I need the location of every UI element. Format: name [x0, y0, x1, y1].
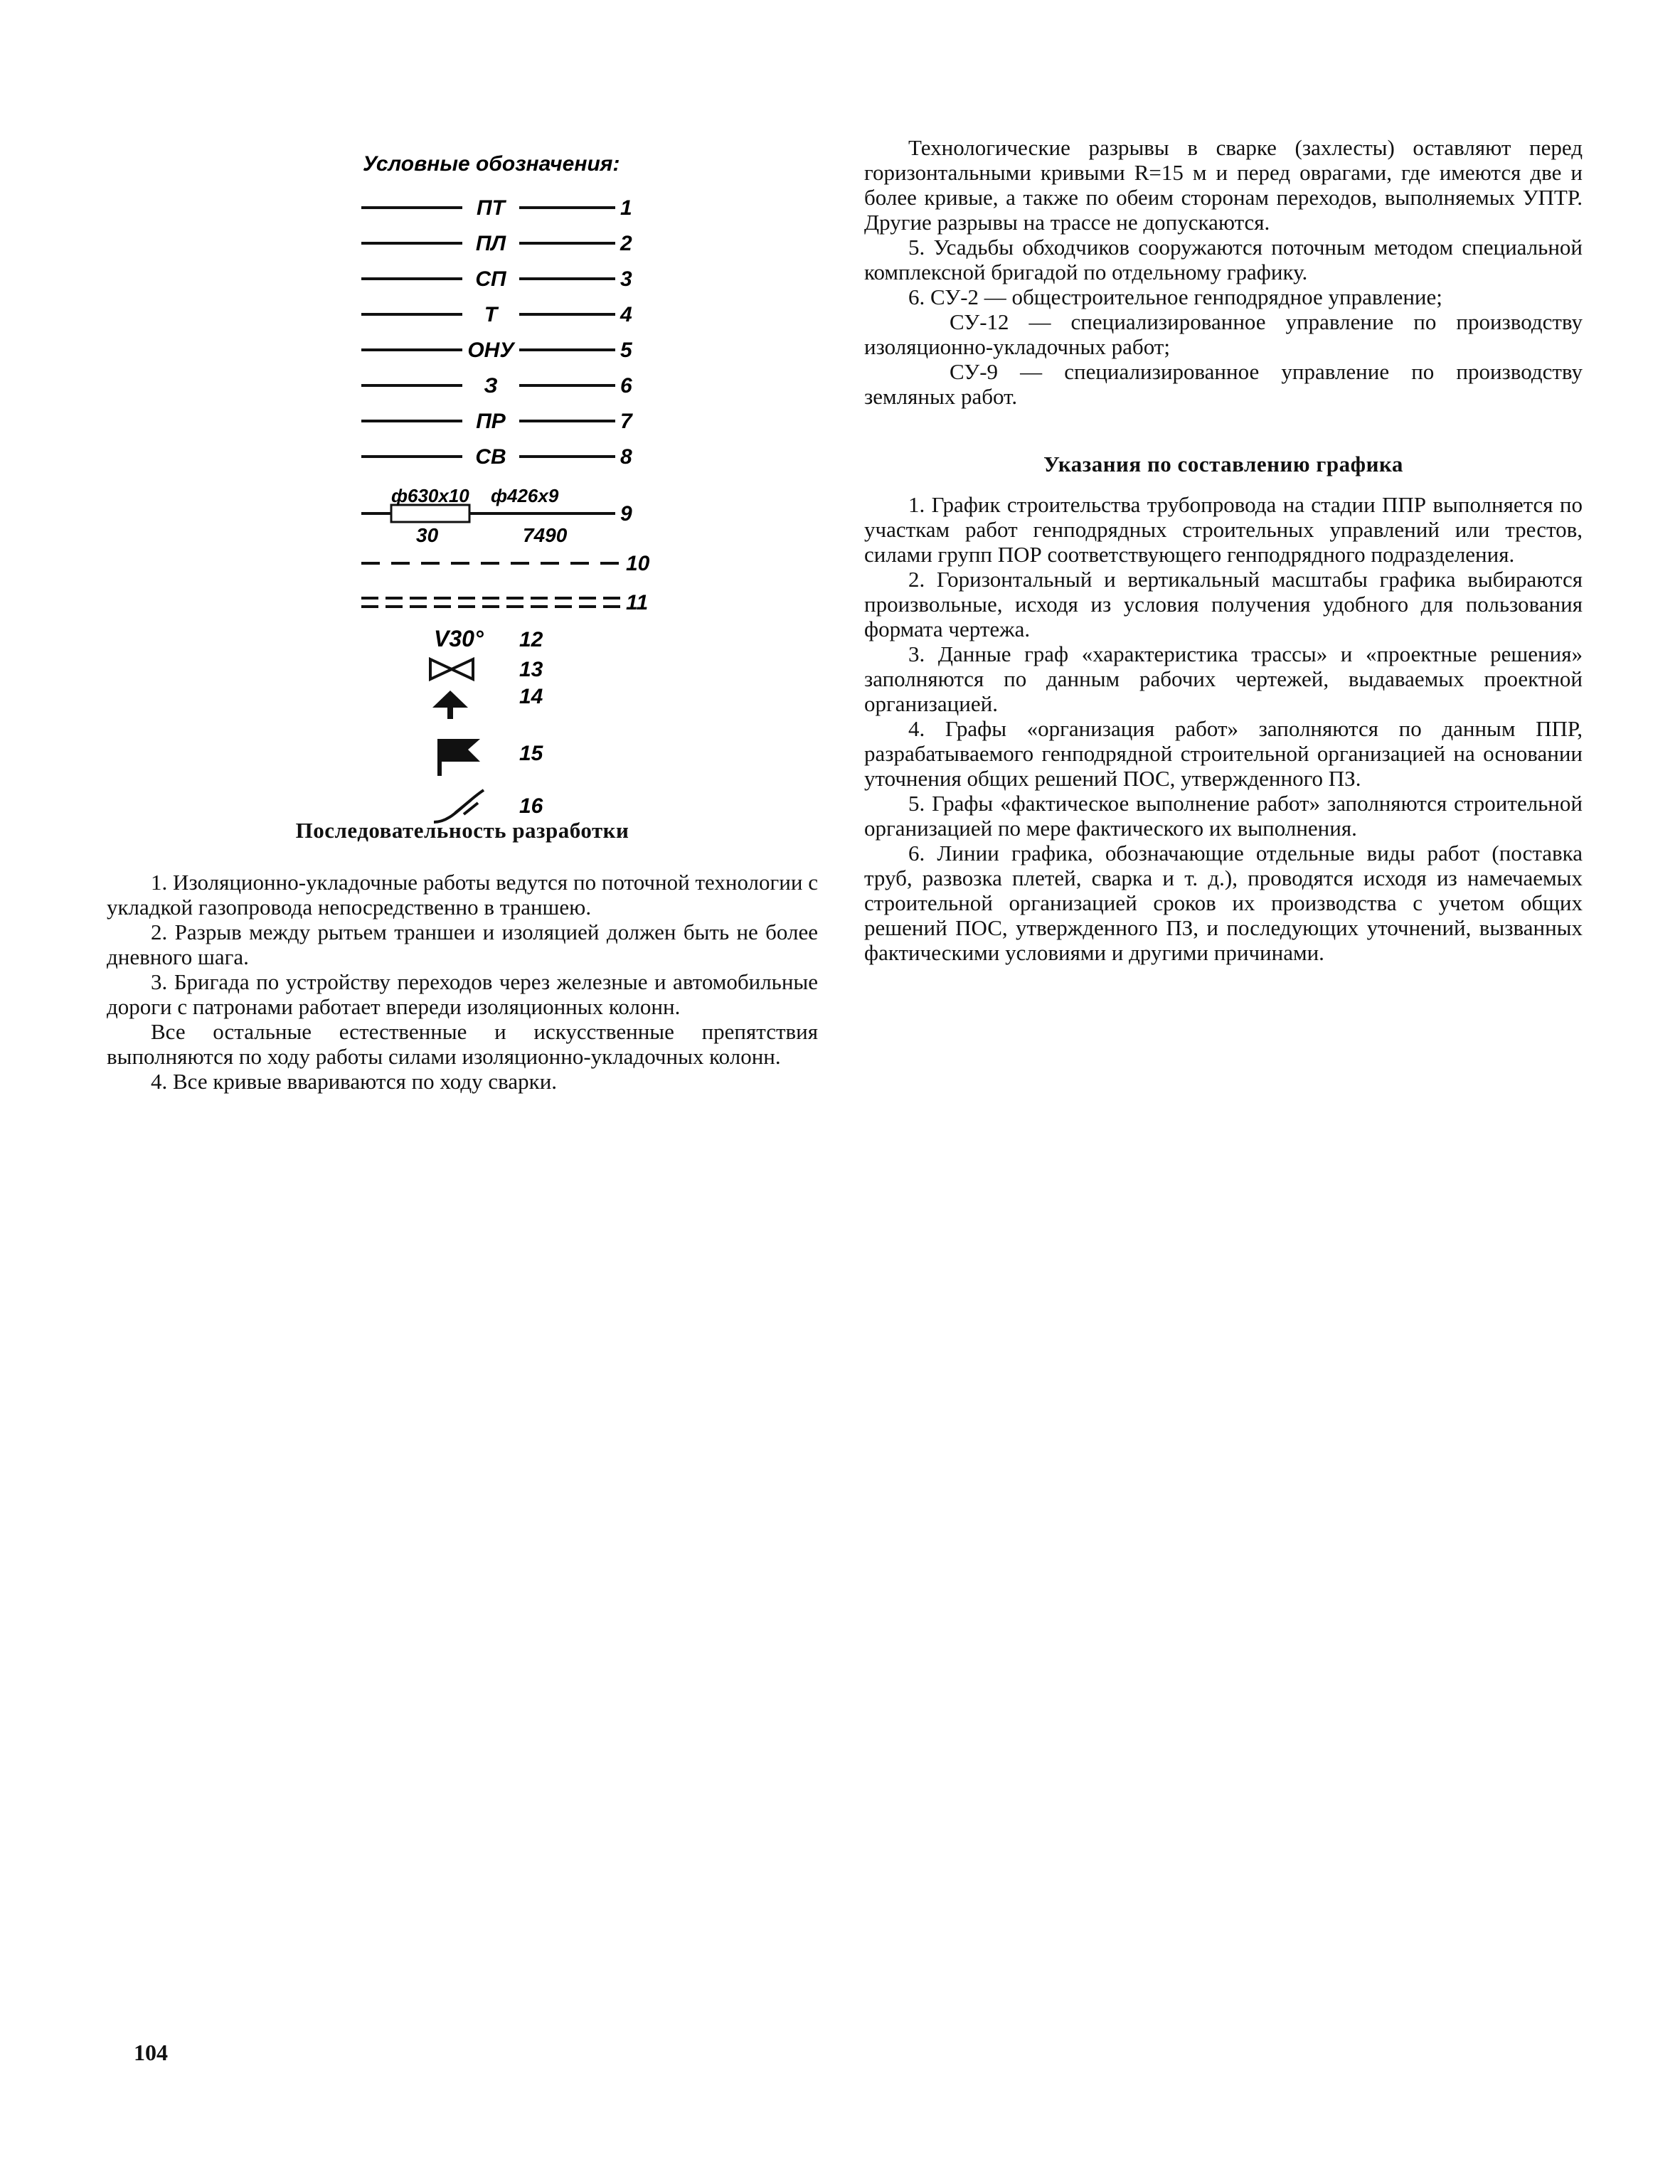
legend-number-label: 13: [519, 658, 543, 681]
legend-pipe-right-label: ф426х9: [491, 485, 559, 506]
legend-angle-label: V30°: [434, 626, 484, 651]
right-section-heading: Указания по составлению графика: [1043, 452, 1403, 476]
right-instruction-1: 1. График строительства трубопровода на стадии ППР выполняется по участкам работ генподрядных строительных управлений или трестов, силами групп ПОР соответствующего генподрядного подразделения.: [864, 492, 1583, 567]
legend-number-label: 3: [620, 267, 632, 291]
legend-number-label: 16: [519, 794, 543, 818]
legend-code-label: ПТ: [477, 196, 505, 220]
legend-number-label: 4: [620, 303, 632, 326]
legend-number-label: 15: [519, 742, 543, 765]
right-paragraph-su12: СУ-12 — специализированное управление по производству изоляционно-укладочных работ;: [864, 309, 1583, 359]
right-paragraph-su9: СУ-9 — специализированное управление по производству земляных работ.: [864, 359, 1583, 409]
right-instruction-2: 2. Горизонтальный и вертикальный масштабы графика выбираются произвольные, исходя из условия получения удобного для пользования формата чертежа.: [864, 567, 1583, 641]
left-paragraph-4: Все остальные естественные и искусственные препятствия выполняются по ходу работы силами изоляционно-укладочных колонн.: [107, 1019, 818, 1069]
legend-pipe-left-label: ф630х10: [391, 485, 469, 506]
left-column: [107, 135, 818, 1094]
left-paragraph-5: 4. Все кривые ввариваются по ходу сварки.: [151, 1069, 558, 1094]
page-number: 104: [134, 2040, 168, 2065]
left-paragraph-3: 3. Бригада по устройству переходов через железные и автомобильные дороги с патронами работает впереди изоляционных колонн.: [107, 969, 818, 1019]
right-instruction-3: 3. Данные граф «характеристика трассы» и «проектные решения» заполняются по данным рабочих чертежей, выдаваемых проектной организацией.: [864, 641, 1583, 716]
right-paragraph-technological-gaps: Технологические разрывы в сварке (захлесты) оставляют перед горизонтальными кривыми R=15 м и перед оврагами, где имеются две и более кривые, а также по обеим сторонам переходов, выполняемых УПТР. Другие разрывы на трассе не допускаются.: [864, 135, 1583, 235]
right-instruction-4: 4. Графы «организация работ» заполняются по данным ППР, разрабатываемого генподрядной строительной организацией на основании уточнения общих решений ПОС, утвержденного ПЗ.: [864, 716, 1583, 791]
legend-number-label: 5: [620, 339, 632, 362]
left-section-heading: Последовательность разработки: [295, 818, 629, 843]
legend-number-label: 11: [626, 591, 649, 614]
legend-code-label: ОНУ: [467, 339, 514, 362]
legend-number-label: 8: [620, 445, 632, 469]
legend-number-label: 9: [620, 502, 632, 526]
legend-number-label: 14: [519, 685, 543, 708]
right-instruction-6: 6. Линии графика, обозначающие отдельные виды работ (поставка труб, развозка плетей, сварка и т. д.), проводятся исходя из намечаемых строительной организацией сроков их производства с учетом общих решений ПОС, утвержденного ПЗ, и последующих уточнений, вызванных фактическими условиями и другими причинами.: [864, 841, 1583, 965]
legend-code-label: СВ: [475, 445, 506, 469]
legend-code-label: СП: [475, 267, 506, 291]
legend-title: Условные обозначения:: [363, 152, 620, 176]
legend-number-label: 2: [620, 232, 632, 255]
legend-number-label: 12: [519, 628, 543, 651]
right-column: [864, 135, 1583, 965]
legend-number-label: 7: [620, 410, 632, 433]
legend-code-label: ПР: [476, 410, 506, 433]
right-instruction-5: 5. Графы «фактическое выполнение работ» заполняются строительной организацией по мере фактического их выполнения.: [864, 791, 1583, 841]
legend-pipe-right-value: 7490: [523, 524, 568, 546]
legend-number-label: 10: [626, 552, 650, 575]
right-paragraph-5: 5. Усадьбы обходчиков сооружаются поточным методом специальной комплексной бригадой по отдельному графику.: [864, 235, 1583, 284]
left-paragraph-1: 1. Изоляционно-укладочные работы ведутся по поточной технологии с укладкой газопровода непосредственно в траншею.: [107, 870, 818, 920]
legend-code-label: ПЛ: [475, 232, 506, 255]
legend-code-label: Т: [484, 303, 498, 326]
left-paragraph-2: 2. Разрыв между рытьем траншеи и изоляцией должен быть не более дневного шага.: [107, 920, 818, 969]
legend-number-label: 1: [620, 196, 632, 220]
legend-pipe-left-value: 30: [416, 524, 439, 546]
right-paragraph-6: 6. СУ-2 — общестроительное генподрядное управление;: [908, 284, 1442, 309]
legend-code-label: З: [484, 374, 498, 398]
legend-number-label: 6: [620, 374, 632, 398]
